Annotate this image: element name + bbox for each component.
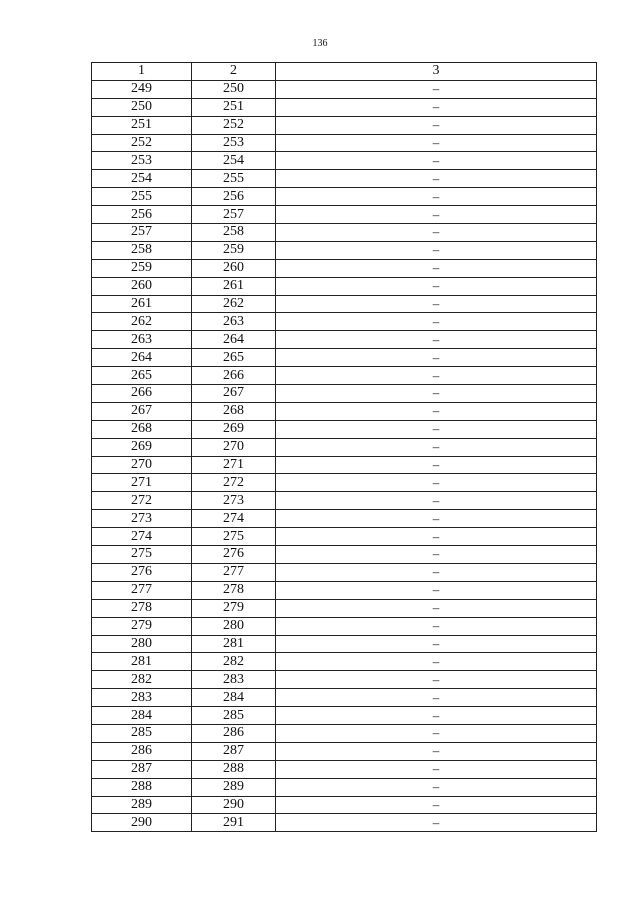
table-cell-col-1: 268 — [92, 420, 192, 438]
table-cell-col-3: – — [276, 349, 597, 367]
table-cell-col-1: 272 — [92, 492, 192, 510]
table-cell-col-1: 269 — [92, 438, 192, 456]
table-cell-col-3: – — [276, 528, 597, 546]
table-cell-col-3: – — [276, 206, 597, 224]
table-cell-col-2: 262 — [192, 295, 276, 313]
column-header-3: 3 — [276, 63, 597, 81]
table-row — [92, 563, 597, 581]
table-cell-col-1: 270 — [92, 456, 192, 474]
table-cell-col-3: – — [276, 277, 597, 295]
table-cell-col-2: 263 — [192, 313, 276, 331]
table-cell-col-3: – — [276, 98, 597, 116]
table-row — [92, 617, 597, 635]
table-cell-col-1: 273 — [92, 510, 192, 528]
data-table — [91, 62, 597, 832]
data-table-container — [91, 62, 596, 832]
table-cell-col-1: 278 — [92, 599, 192, 617]
table-cell-col-1: 279 — [92, 617, 192, 635]
table-cell-col-3: – — [276, 474, 597, 492]
table-row — [92, 778, 597, 796]
table-cell-col-1: 281 — [92, 653, 192, 671]
page-number: 136 — [312, 38, 328, 49]
table-cell-col-2: 283 — [192, 671, 276, 689]
table-cell-col-3: – — [276, 80, 597, 98]
table-cell-col-3: – — [276, 546, 597, 564]
column-header-1: 1 — [92, 63, 192, 81]
table-row — [92, 742, 597, 760]
table-cell-col-2: 269 — [192, 420, 276, 438]
table-cell-col-3: – — [276, 742, 597, 760]
table-cell-col-3: – — [276, 617, 597, 635]
table-cell-col-3: – — [276, 814, 597, 832]
table-cell-col-3: – — [276, 671, 597, 689]
table-cell-col-3: – — [276, 420, 597, 438]
table-row — [92, 599, 597, 617]
table-cell-col-2: 274 — [192, 510, 276, 528]
table-cell-col-2: 276 — [192, 546, 276, 564]
table-cell-col-1: 260 — [92, 277, 192, 295]
table-cell-col-3: – — [276, 134, 597, 152]
table-row — [92, 707, 597, 725]
table-row — [92, 581, 597, 599]
table-cell-col-3: – — [276, 438, 597, 456]
table-row — [92, 98, 597, 116]
table-cell-col-2: 291 — [192, 814, 276, 832]
column-header-2: 2 — [192, 63, 276, 81]
table-row — [92, 224, 597, 242]
table-row — [92, 724, 597, 742]
table-row — [92, 331, 597, 349]
table-row — [92, 456, 597, 474]
table-cell-col-2: 282 — [192, 653, 276, 671]
table-cell-col-3: – — [276, 707, 597, 725]
table-row — [92, 385, 597, 403]
table-cell-col-3: – — [276, 689, 597, 707]
table-cell-col-2: 278 — [192, 581, 276, 599]
table-cell-col-2: 254 — [192, 152, 276, 170]
table-cell-col-3: – — [276, 259, 597, 277]
table-cell-col-3: – — [276, 635, 597, 653]
table-cell-col-2: 260 — [192, 259, 276, 277]
table-cell-col-1: 283 — [92, 689, 192, 707]
table-cell-col-3: – — [276, 367, 597, 385]
table-cell-col-3: – — [276, 796, 597, 814]
table-cell-col-1: 249 — [92, 80, 192, 98]
table-row — [92, 367, 597, 385]
table-cell-col-2: 280 — [192, 617, 276, 635]
table-row — [92, 170, 597, 188]
table-cell-col-1: 258 — [92, 241, 192, 259]
table-cell-col-3: – — [276, 778, 597, 796]
table-cell-col-2: 281 — [192, 635, 276, 653]
table-cell-col-2: 279 — [192, 599, 276, 617]
table-body — [92, 80, 597, 831]
table-cell-col-2: 265 — [192, 349, 276, 367]
table-row — [92, 313, 597, 331]
table-cell-col-3: – — [276, 241, 597, 259]
table-cell-col-1: 287 — [92, 760, 192, 778]
table-cell-col-1: 277 — [92, 581, 192, 599]
table-cell-col-1: 253 — [92, 152, 192, 170]
table-cell-col-2: 273 — [192, 492, 276, 510]
table-row — [92, 438, 597, 456]
table-cell-col-3: – — [276, 653, 597, 671]
table-cell-col-1: 284 — [92, 707, 192, 725]
table-row — [92, 152, 597, 170]
table-cell-col-3: – — [276, 599, 597, 617]
table-cell-col-3: – — [276, 510, 597, 528]
table-cell-col-1: 265 — [92, 367, 192, 385]
table-row — [92, 349, 597, 367]
table-cell-col-2: 289 — [192, 778, 276, 796]
table-cell-col-3: – — [276, 724, 597, 742]
table-cell-col-2: 268 — [192, 402, 276, 420]
table-cell-col-1: 261 — [92, 295, 192, 313]
table-row — [92, 420, 597, 438]
table-row — [92, 814, 597, 832]
table-cell-col-2: 284 — [192, 689, 276, 707]
table-cell-col-2: 270 — [192, 438, 276, 456]
table-row — [92, 116, 597, 134]
table-row — [92, 277, 597, 295]
table-cell-col-1: 259 — [92, 259, 192, 277]
table-cell-col-3: – — [276, 402, 597, 420]
table-cell-col-1: 254 — [92, 170, 192, 188]
table-cell-col-2: 290 — [192, 796, 276, 814]
table-cell-col-1: 289 — [92, 796, 192, 814]
table-cell-col-2: 251 — [192, 98, 276, 116]
table-cell-col-1: 252 — [92, 134, 192, 152]
table-cell-col-1: 263 — [92, 331, 192, 349]
table-cell-col-2: 253 — [192, 134, 276, 152]
table-cell-col-1: 290 — [92, 814, 192, 832]
table-cell-col-3: – — [276, 492, 597, 510]
table-cell-col-2: 250 — [192, 80, 276, 98]
table-row — [92, 80, 597, 98]
table-row — [92, 295, 597, 313]
table-row — [92, 206, 597, 224]
table-header — [92, 63, 597, 81]
table-cell-col-1: 286 — [92, 742, 192, 760]
table-cell-col-1: 267 — [92, 402, 192, 420]
table-cell-col-1: 282 — [92, 671, 192, 689]
table-cell-col-1: 262 — [92, 313, 192, 331]
table-row — [92, 510, 597, 528]
table-row — [92, 689, 597, 707]
table-row — [92, 259, 597, 277]
table-cell-col-2: 266 — [192, 367, 276, 385]
table-cell-col-3: – — [276, 456, 597, 474]
table-cell-col-2: 288 — [192, 760, 276, 778]
header-row — [92, 63, 597, 81]
table-row — [92, 546, 597, 564]
table-cell-col-2: 257 — [192, 206, 276, 224]
table-row — [92, 796, 597, 814]
table-cell-col-2: 285 — [192, 707, 276, 725]
table-cell-col-1: 285 — [92, 724, 192, 742]
table-cell-col-3: – — [276, 581, 597, 599]
table-row — [92, 241, 597, 259]
table-cell-col-2: 258 — [192, 224, 276, 242]
table-cell-col-2: 272 — [192, 474, 276, 492]
table-cell-col-3: – — [276, 331, 597, 349]
table-row — [92, 671, 597, 689]
table-cell-col-1: 271 — [92, 474, 192, 492]
table-row — [92, 474, 597, 492]
table-cell-col-3: – — [276, 313, 597, 331]
table-cell-col-2: 277 — [192, 563, 276, 581]
table-cell-col-2: 286 — [192, 724, 276, 742]
table-row — [92, 492, 597, 510]
table-cell-col-1: 250 — [92, 98, 192, 116]
table-row — [92, 760, 597, 778]
table-row — [92, 402, 597, 420]
table-cell-col-1: 288 — [92, 778, 192, 796]
table-cell-col-3: – — [276, 152, 597, 170]
table-cell-col-2: 259 — [192, 241, 276, 259]
table-cell-col-3: – — [276, 224, 597, 242]
table-cell-col-2: 255 — [192, 170, 276, 188]
table-row — [92, 134, 597, 152]
table-cell-col-3: – — [276, 170, 597, 188]
table-cell-col-1: 256 — [92, 206, 192, 224]
table-cell-col-1: 266 — [92, 385, 192, 403]
table-cell-col-1: 280 — [92, 635, 192, 653]
table-cell-col-2: 261 — [192, 277, 276, 295]
table-cell-col-3: – — [276, 563, 597, 581]
table-cell-col-1: 264 — [92, 349, 192, 367]
table-cell-col-3: – — [276, 188, 597, 206]
table-cell-col-3: – — [276, 295, 597, 313]
table-cell-col-3: – — [276, 760, 597, 778]
table-cell-col-2: 271 — [192, 456, 276, 474]
table-row — [92, 635, 597, 653]
table-cell-col-1: 257 — [92, 224, 192, 242]
table-cell-col-3: – — [276, 116, 597, 134]
table-cell-col-2: 252 — [192, 116, 276, 134]
table-cell-col-2: 287 — [192, 742, 276, 760]
table-cell-col-1: 276 — [92, 563, 192, 581]
table-cell-col-1: 251 — [92, 116, 192, 134]
table-cell-col-1: 275 — [92, 546, 192, 564]
table-cell-col-2: 275 — [192, 528, 276, 546]
table-cell-col-2: 264 — [192, 331, 276, 349]
table-row — [92, 528, 597, 546]
table-cell-col-3: – — [276, 385, 597, 403]
table-cell-col-2: 267 — [192, 385, 276, 403]
table-cell-col-2: 256 — [192, 188, 276, 206]
table-row — [92, 188, 597, 206]
table-cell-col-1: 274 — [92, 528, 192, 546]
table-row — [92, 653, 597, 671]
table-cell-col-1: 255 — [92, 188, 192, 206]
